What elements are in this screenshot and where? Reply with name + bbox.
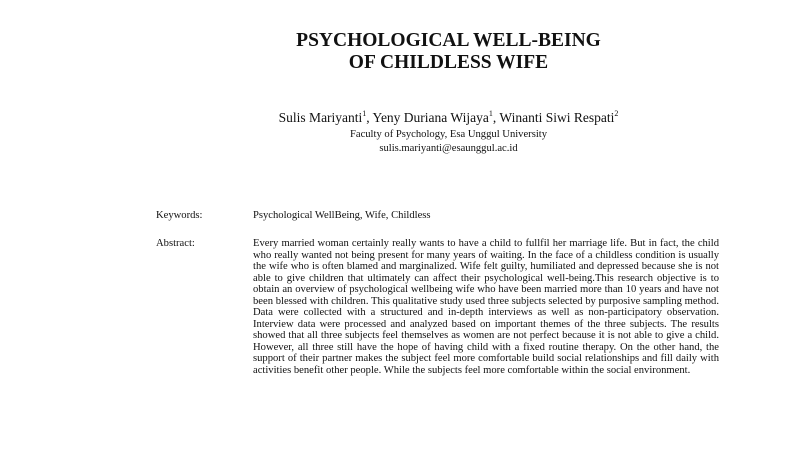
abstract-text: Every married woman certainly really wants to have a child to fullfil her marriage life. But in fact, the child who really wanted not being present for many years of waiting. In the face of a childless condition is usually the wife who is often blamed and marginalized. Wife felt guilty, humiliated and depressed because she is not able to give children that ultimately can affect their psychological well-being.This research objective is to obtain an overview of psychological wellbeing wife who have been married more than 10 years and have not been blessed with children. This qualitative study used three subjects selected by purposive sampling method. Data were collected with a structured and in-depth interviews as well as non-participatory observation. Interview data were processed and analyzed based on important themes of the three subjects. The results showed that all three subjects feel themselves as women are not perfect because it is not able to give a child. However, all three still have the hope of having child with a fixed routine therapy. On the other hand, the support of their partner makes the subject feel more comfortable build social relationships and fill daily with activities benefit other people. While the subjects feel more comfortable within the social environment. xyxy=(253,238,719,376)
author-affil-mark: 2 xyxy=(614,109,619,118)
author-affil-mark: 1 xyxy=(488,109,493,118)
author-email: sulis.mariyanti@esaunggul.ac.id xyxy=(379,143,518,154)
paper-title xyxy=(0,30,787,74)
keywords-text: Psychological WellBeing, Wife, Childless xyxy=(253,210,431,221)
affiliation: Faculty of Psychology, Esa Unggul University xyxy=(349,129,548,140)
author-name: Winanti Siwi Respati xyxy=(499,110,615,125)
keywords-label: Keywords: xyxy=(156,210,203,221)
author-name: Sulis Mariyanti xyxy=(278,110,363,125)
author-affil-mark: 1 xyxy=(362,109,367,118)
title-line-1: PSYCHOLOGICAL WELL-BEING xyxy=(296,30,601,51)
author-separator: , xyxy=(492,110,500,125)
author-separator: , xyxy=(366,110,373,125)
title-line-2: OF CHILDLESS WIFE xyxy=(348,52,549,73)
abstract-label: Abstract: xyxy=(156,238,195,249)
author-list xyxy=(0,110,787,126)
author-name: Yeny Duriana Wijaya xyxy=(372,110,489,125)
